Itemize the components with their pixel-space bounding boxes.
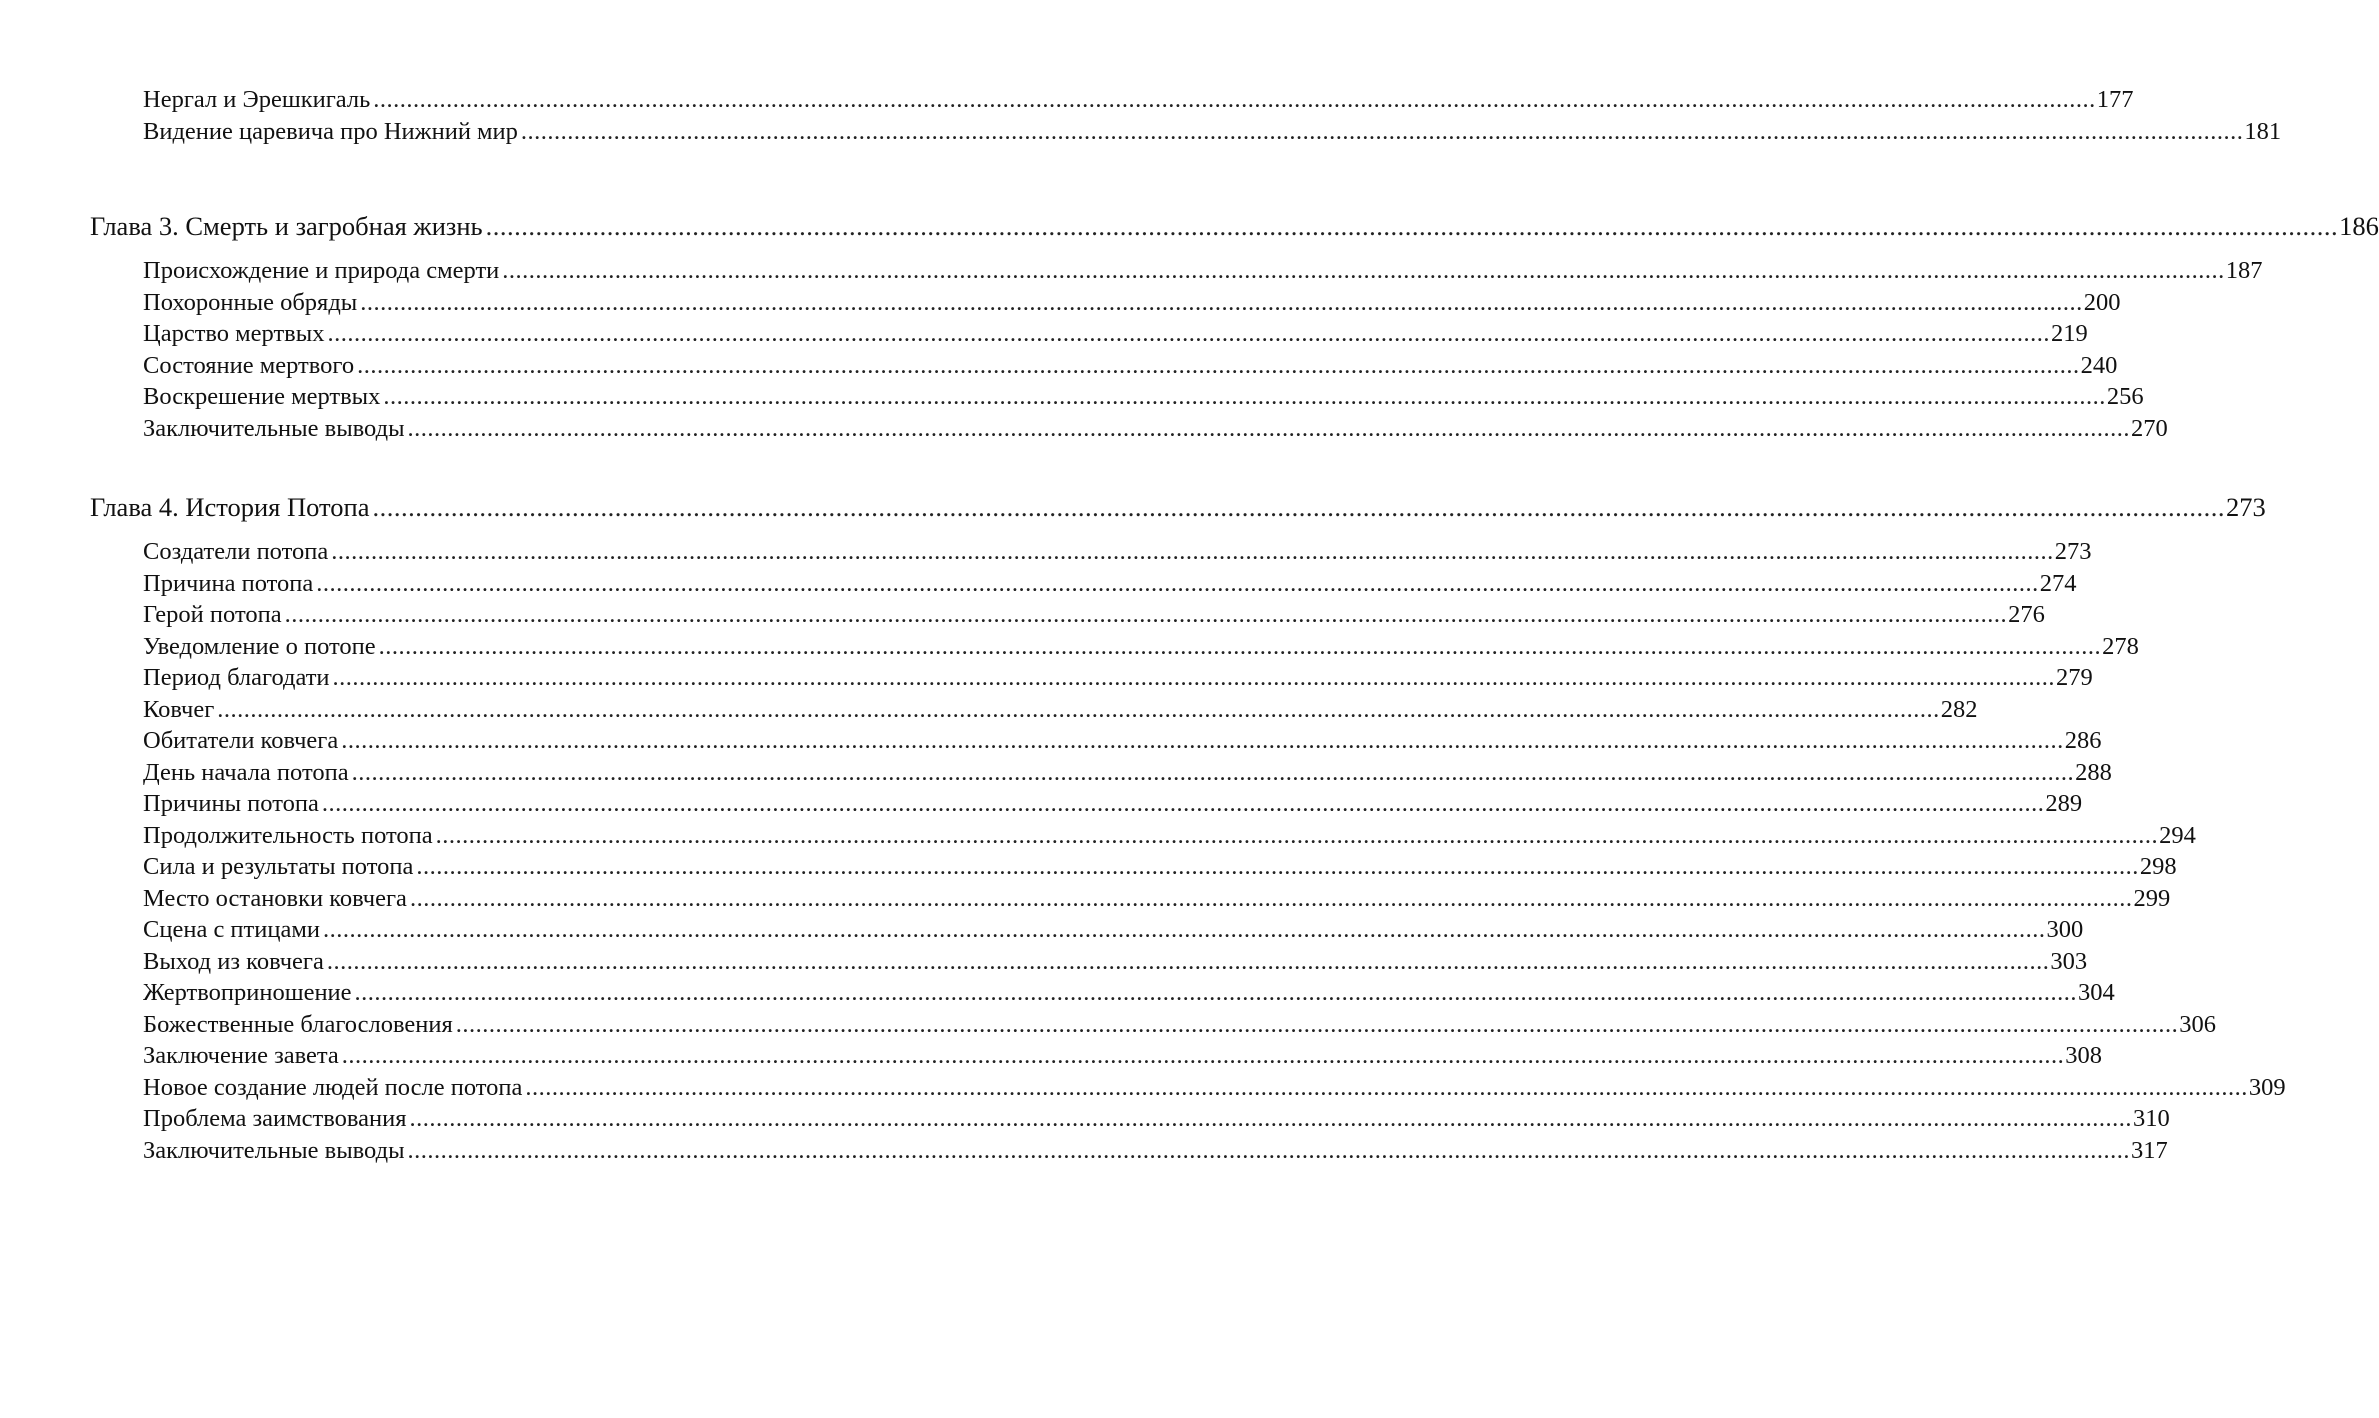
- chapter-4-heading[interactable]: [90, 489, 2266, 525]
- toc-entry-page: 309: [2248, 1074, 2286, 1101]
- toc-entry-title: Состояние мертвого: [143, 352, 355, 379]
- toc-entry-page: 274: [2039, 570, 2077, 597]
- toc-entry[interactable]: [143, 84, 2134, 116]
- toc-leader-dots: ....................................................................................................................................................................................................................................................................: [357, 352, 2080, 379]
- toc-entry[interactable]: [143, 350, 2118, 382]
- toc-entry-title: Происхождение и природа смерти: [143, 257, 500, 284]
- toc-entry[interactable]: [143, 1135, 2168, 1167]
- toc-entry[interactable]: [143, 914, 2084, 946]
- toc-leader-dots: ....................................................................................................................................................................................................................................................................: [409, 1105, 2132, 1132]
- toc-entry-title: Обитатели ковчега: [143, 727, 339, 754]
- toc-entry-title: Сила и результаты потопа: [143, 853, 414, 880]
- toc-entry-title: Сцена с птицами: [143, 916, 320, 943]
- toc-leader-dots: ....................................................................................................................................................................................................................................................................: [217, 696, 1940, 723]
- toc-leader-dots: ....................................................................................................................................................................................................................................................................: [354, 979, 2078, 1006]
- toc-leader-dots: ....................................................................................................................................................................................................................................................................: [372, 492, 2225, 522]
- toc-entry[interactable]: [143, 536, 2092, 568]
- toc-leader-dots: ....................................................................................................................................................................................................................................................................: [331, 538, 2054, 565]
- toc-leader-dots: ....................................................................................................................................................................................................................................................................: [316, 570, 2039, 597]
- toc-entry[interactable]: [143, 287, 2121, 319]
- toc-entry-title: Заключительные выводы: [143, 415, 405, 442]
- toc-entry-title: Похоронные обряды: [143, 289, 358, 316]
- toc-entry-page: 219: [2050, 320, 2088, 347]
- toc-entry-page: 256: [2106, 383, 2144, 410]
- toc-leader-dots: ....................................................................................................................................................................................................................................................................: [378, 633, 2102, 660]
- toc-leader-dots: ....................................................................................................................................................................................................................................................................: [455, 1011, 2179, 1038]
- toc-entry[interactable]: [143, 694, 1978, 726]
- toc-leader-dots: ....................................................................................................................................................................................................................................................................: [341, 1042, 2065, 1069]
- toc-entry-page: 304: [2078, 979, 2115, 1006]
- toc-entry-title: Нергал и Эрешкигаль: [143, 86, 371, 113]
- toc-leader-dots: ....................................................................................................................................................................................................................................................................: [416, 853, 2139, 880]
- toc-entry-page: 288: [2075, 759, 2112, 786]
- toc-leader-dots: ....................................................................................................................................................................................................................................................................: [321, 790, 2045, 817]
- toc-entry-page: 298: [2139, 853, 2177, 880]
- toc-leader-dots: ....................................................................................................................................................................................................................................................................: [435, 822, 2159, 849]
- toc-leader-dots: ....................................................................................................................................................................................................................................................................: [407, 1137, 2131, 1164]
- toc-entry-page: 300: [2046, 916, 2084, 943]
- toc-entry-title: Выход из ковчега: [143, 948, 324, 975]
- toc-entry-title: Царство мертвых: [143, 320, 325, 347]
- toc-entry[interactable]: [143, 255, 2263, 287]
- toc-entry[interactable]: [143, 413, 2168, 445]
- toc-entry[interactable]: [143, 725, 2102, 757]
- toc-entry[interactable]: [143, 599, 2045, 631]
- chapter-title: Глава 3. Смерть и загробная жизнь: [90, 211, 483, 241]
- toc-entry-page: 306: [2179, 1011, 2217, 1038]
- toc-leader-dots: ....................................................................................................................................................................................................................................................................: [332, 664, 2056, 691]
- toc-entry-title: День начала потопа: [143, 759, 349, 786]
- toc-entry[interactable]: [143, 568, 2077, 600]
- toc-entry-page: 276: [2008, 601, 2045, 628]
- chapter-page: 186: [2339, 211, 2379, 241]
- toc-entry-title: Период благодати: [143, 664, 330, 691]
- toc-leader-dots: ....................................................................................................................................................................................................................................................................: [502, 257, 2225, 284]
- toc-leader-dots: ....................................................................................................................................................................................................................................................................: [520, 118, 2244, 145]
- toc-entry-title: Уведомление о потопе: [143, 633, 376, 660]
- toc-entry-title: Герой потопа: [143, 601, 282, 628]
- toc-entry-title: Жертвоприношение: [143, 979, 352, 1006]
- toc-entry-page: 200: [2083, 289, 2121, 316]
- toc-entry-page: 308: [2065, 1042, 2103, 1069]
- toc-leader-dots: ....................................................................................................................................................................................................................................................................: [322, 916, 2046, 943]
- toc-leader-dots: ....................................................................................................................................................................................................................................................................: [351, 759, 2075, 786]
- chapter-page: 273: [2225, 492, 2266, 522]
- toc-entry[interactable]: [143, 820, 2196, 852]
- toc-entry[interactable]: [143, 1040, 2103, 1072]
- toc-entry-page: 317: [2131, 1137, 2168, 1164]
- toc-entry-title: Создатели потопа: [143, 538, 329, 565]
- toc-entry-page: 289: [2045, 790, 2083, 817]
- toc-leader-dots: ....................................................................................................................................................................................................................................................................: [485, 211, 2339, 241]
- toc-leader-dots: ....................................................................................................................................................................................................................................................................: [284, 601, 2008, 628]
- toc-leader-dots: ....................................................................................................................................................................................................................................................................: [373, 86, 2096, 113]
- toc-entry[interactable]: [143, 631, 2139, 663]
- toc-entry-title: Заключительные выводы: [143, 1137, 405, 1164]
- toc-entry-page: 187: [2225, 257, 2263, 284]
- toc-entry-page: 279: [2056, 664, 2093, 691]
- toc-entry-page: 299: [2133, 885, 2171, 912]
- toc-entry-title: Воскрешение мертвых: [143, 383, 381, 410]
- toc-entry-title: Причина потопа: [143, 570, 314, 597]
- toc-entry[interactable]: [143, 1072, 2286, 1104]
- toc-leader-dots: ....................................................................................................................................................................................................................................................................: [409, 885, 2133, 912]
- toc-entry[interactable]: [143, 757, 2112, 789]
- toc-entry[interactable]: [143, 788, 2083, 820]
- toc-entry-page: 303: [2050, 948, 2088, 975]
- chapter-title: Глава 4. История Потопа: [90, 492, 370, 522]
- toc-entry-title: Новое создание людей после потопа: [143, 1074, 523, 1101]
- toc-entry-title: Продолжительность потопа: [143, 822, 433, 849]
- toc-entry[interactable]: [143, 116, 2282, 148]
- toc-entry-page: 286: [2064, 727, 2102, 754]
- toc-entry[interactable]: [143, 318, 2088, 350]
- toc-entry[interactable]: [143, 662, 2093, 694]
- toc-entry[interactable]: [143, 1009, 2217, 1041]
- toc-entry[interactable]: [143, 883, 2171, 915]
- toc-leader-dots: ....................................................................................................................................................................................................................................................................: [341, 727, 2064, 754]
- toc-leader-dots: ....................................................................................................................................................................................................................................................................: [407, 415, 2131, 442]
- toc-entry-page: 282: [1940, 696, 1978, 723]
- toc-entry-page: 177: [2096, 86, 2134, 113]
- toc-leader-dots: ....................................................................................................................................................................................................................................................................: [383, 383, 2106, 410]
- toc-entry-title: Место остановки ковчега: [143, 885, 407, 912]
- toc-entry[interactable]: [143, 977, 2115, 1009]
- toc-entry-page: 181: [2244, 118, 2282, 145]
- chapter-3-heading[interactable]: [90, 208, 2379, 244]
- toc-entry-title: Ковчег: [143, 696, 215, 723]
- toc-entry-page: 270: [2131, 415, 2168, 442]
- toc-leader-dots: ....................................................................................................................................................................................................................................................................: [360, 289, 2083, 316]
- toc-entry-page: 278: [2102, 633, 2139, 660]
- toc-entry[interactable]: [143, 946, 2088, 978]
- toc-entry[interactable]: [143, 1103, 2170, 1135]
- toc-entry-page: 240: [2080, 352, 2118, 379]
- toc-entry-title: Видение царевича про Нижний мир: [143, 118, 518, 145]
- toc-entry[interactable]: [143, 381, 2144, 413]
- toc-entry-page: 294: [2159, 822, 2196, 849]
- toc-entry-page: 310: [2133, 1105, 2170, 1132]
- toc-entry-title: Заключение завета: [143, 1042, 339, 1069]
- toc-leader-dots: ....................................................................................................................................................................................................................................................................: [525, 1074, 2248, 1101]
- toc-entry[interactable]: [143, 851, 2177, 883]
- toc-leader-dots: ....................................................................................................................................................................................................................................................................: [326, 948, 2050, 975]
- toc-entry-page: 273: [2054, 538, 2092, 565]
- toc-entry-title: Причины потопа: [143, 790, 319, 817]
- toc-entry-title: Божественные благословения: [143, 1011, 453, 1038]
- toc-entry-title: Проблема заимствования: [143, 1105, 407, 1132]
- toc-leader-dots: ....................................................................................................................................................................................................................................................................: [327, 320, 2050, 347]
